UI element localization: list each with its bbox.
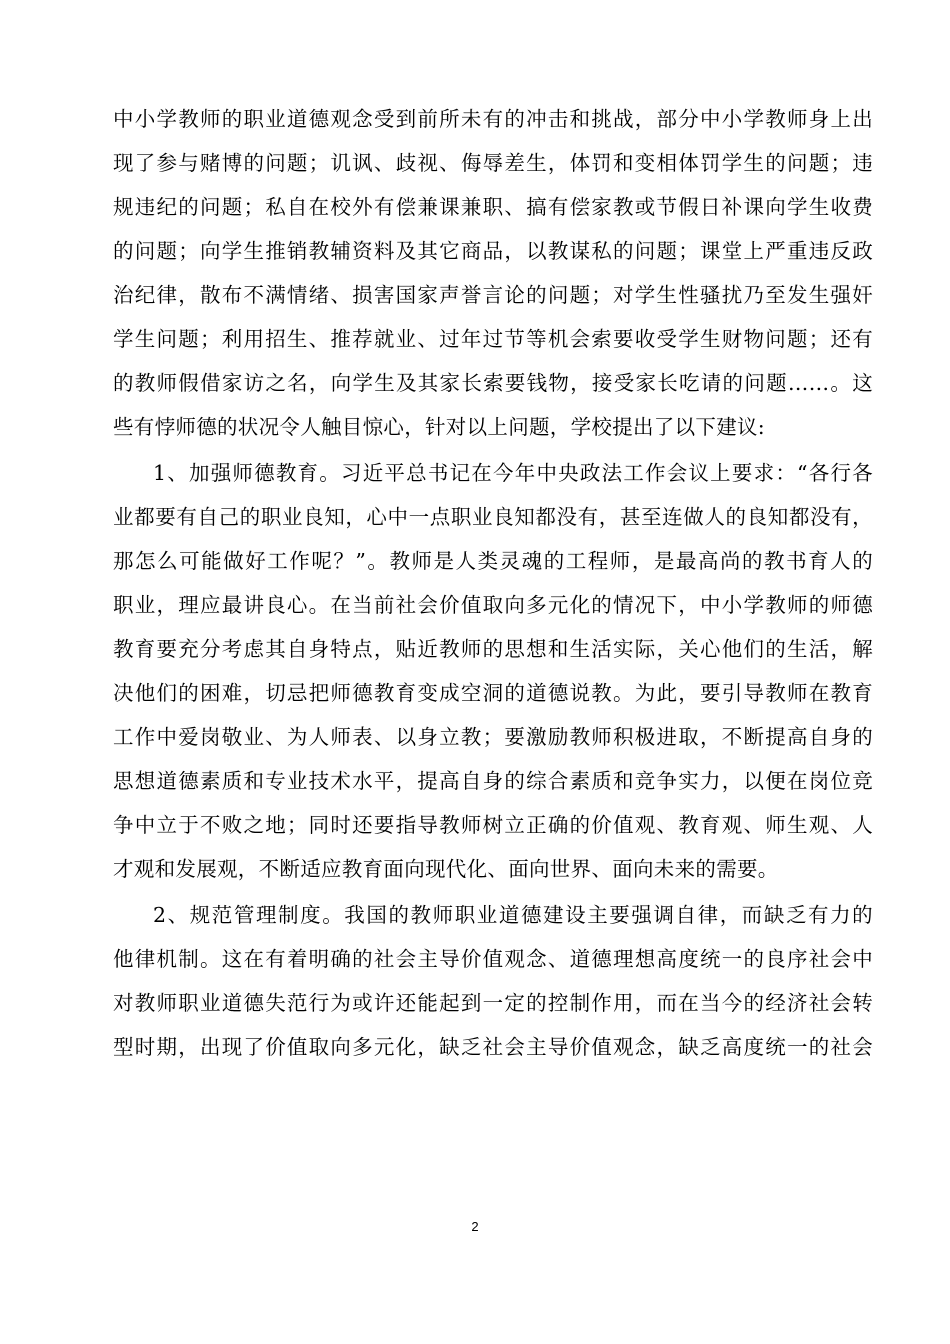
paragraph-1-line-2: 现了参与赌博的问题；讥讽、歧视、侮辱差生，体罚和变相体罚学生的问题；违 [113,151,873,175]
paragraph-1-line-6: 学生问题；利用招生、推荐就业、过年过节等机会索要收受学生财物问题；还有 [113,327,873,351]
paragraph-2-line-8: 思想道德素质和专业技术水平，提高自身的综合素质和竞争实力，以便在岗位竞 [113,769,873,793]
paragraph-3-line-1: 2、规范管理制度。我国的教师职业道德建设主要强调自律，而缺乏有力的 [153,903,873,927]
paragraph-2-line-5: 教育要充分考虑其自身特点，贴近教师的思想和生活实际，关心他们的生活，解 [113,637,873,661]
paragraph-1-line-4: 的问题；向学生推销教辅资料及其它商品，以教谋私的问题；课堂上严重违反政 [113,239,873,263]
paragraph-1-line-8: 些有悖师德的状况令人触目惊心，针对以上问题，学校提出了以下建议: [113,415,766,439]
paragraph-2-line-7: 工作中爱岗敬业、为人师表、以身立教；要激励教师积极进取，不断提高自身的 [113,725,873,749]
paragraph-2-line-9: 争中立于不败之地；同时还要指导教师树立正确的价值观、教育观、师生观、人 [113,813,873,837]
paragraph-2-line-4: 职业，理应最讲良心。在当前社会价值取向多元化的情况下，中小学教师的师德 [113,593,873,617]
paragraph-1-line-7: 的教师假借家访之名，向学生及其家长索要钱物，接受家长吃请的问题……。这 [113,371,873,395]
paragraph-3-line-2: 他律机制。这在有着明确的社会主导价值观念、道德理想高度统一的良序社会中 [113,947,873,971]
paragraph-2-line-10: 才观和发展观，不断适应教育面向现代化、面向世界、面向未来的需要。 [113,857,779,881]
paragraph-1-line-5: 治纪律，散布不满情绪、损害国家声誉言论的问题；对学生性骚扰乃至发生强奸 [113,283,873,307]
paragraph-2-line-6: 决他们的困难，切忌把师德教育变成空洞的道德说教。为此，要引导教师在教育 [113,681,873,705]
paragraph-1-line-1: 中小学教师的职业道德观念受到前所未有的冲击和挑战，部分中小学教师身上出 [113,107,873,131]
paragraph-2-line-1: 1、加强师德教育。习近平总书记在今年中央政法工作会议上要求：“各行各 [153,461,873,485]
paragraph-3-line-4: 型时期，出现了价值取向多元化，缺乏社会主导价值观念，缺乏高度统一的社会 [113,1035,873,1059]
paragraph-2-line-2: 业都要有自己的职业良知，心中一点职业良知都没有，甚至连做人的良知都没有， [113,505,873,529]
paragraph-1-line-3: 规违纪的问题；私自在校外有偿兼课兼职、搞有偿家教或节假日补课向学生收费 [113,195,873,219]
page-number: 2 [471,1219,479,1234]
paragraph-2-line-3: 那怎么可能做好工作呢？”。教师是人类灵魂的工程师，是最高尚的教书育人的 [113,549,873,573]
paragraph-3-line-3: 对教师职业道德失范行为或许还能起到一定的控制作用，而在当今的经济社会转 [113,991,873,1015]
